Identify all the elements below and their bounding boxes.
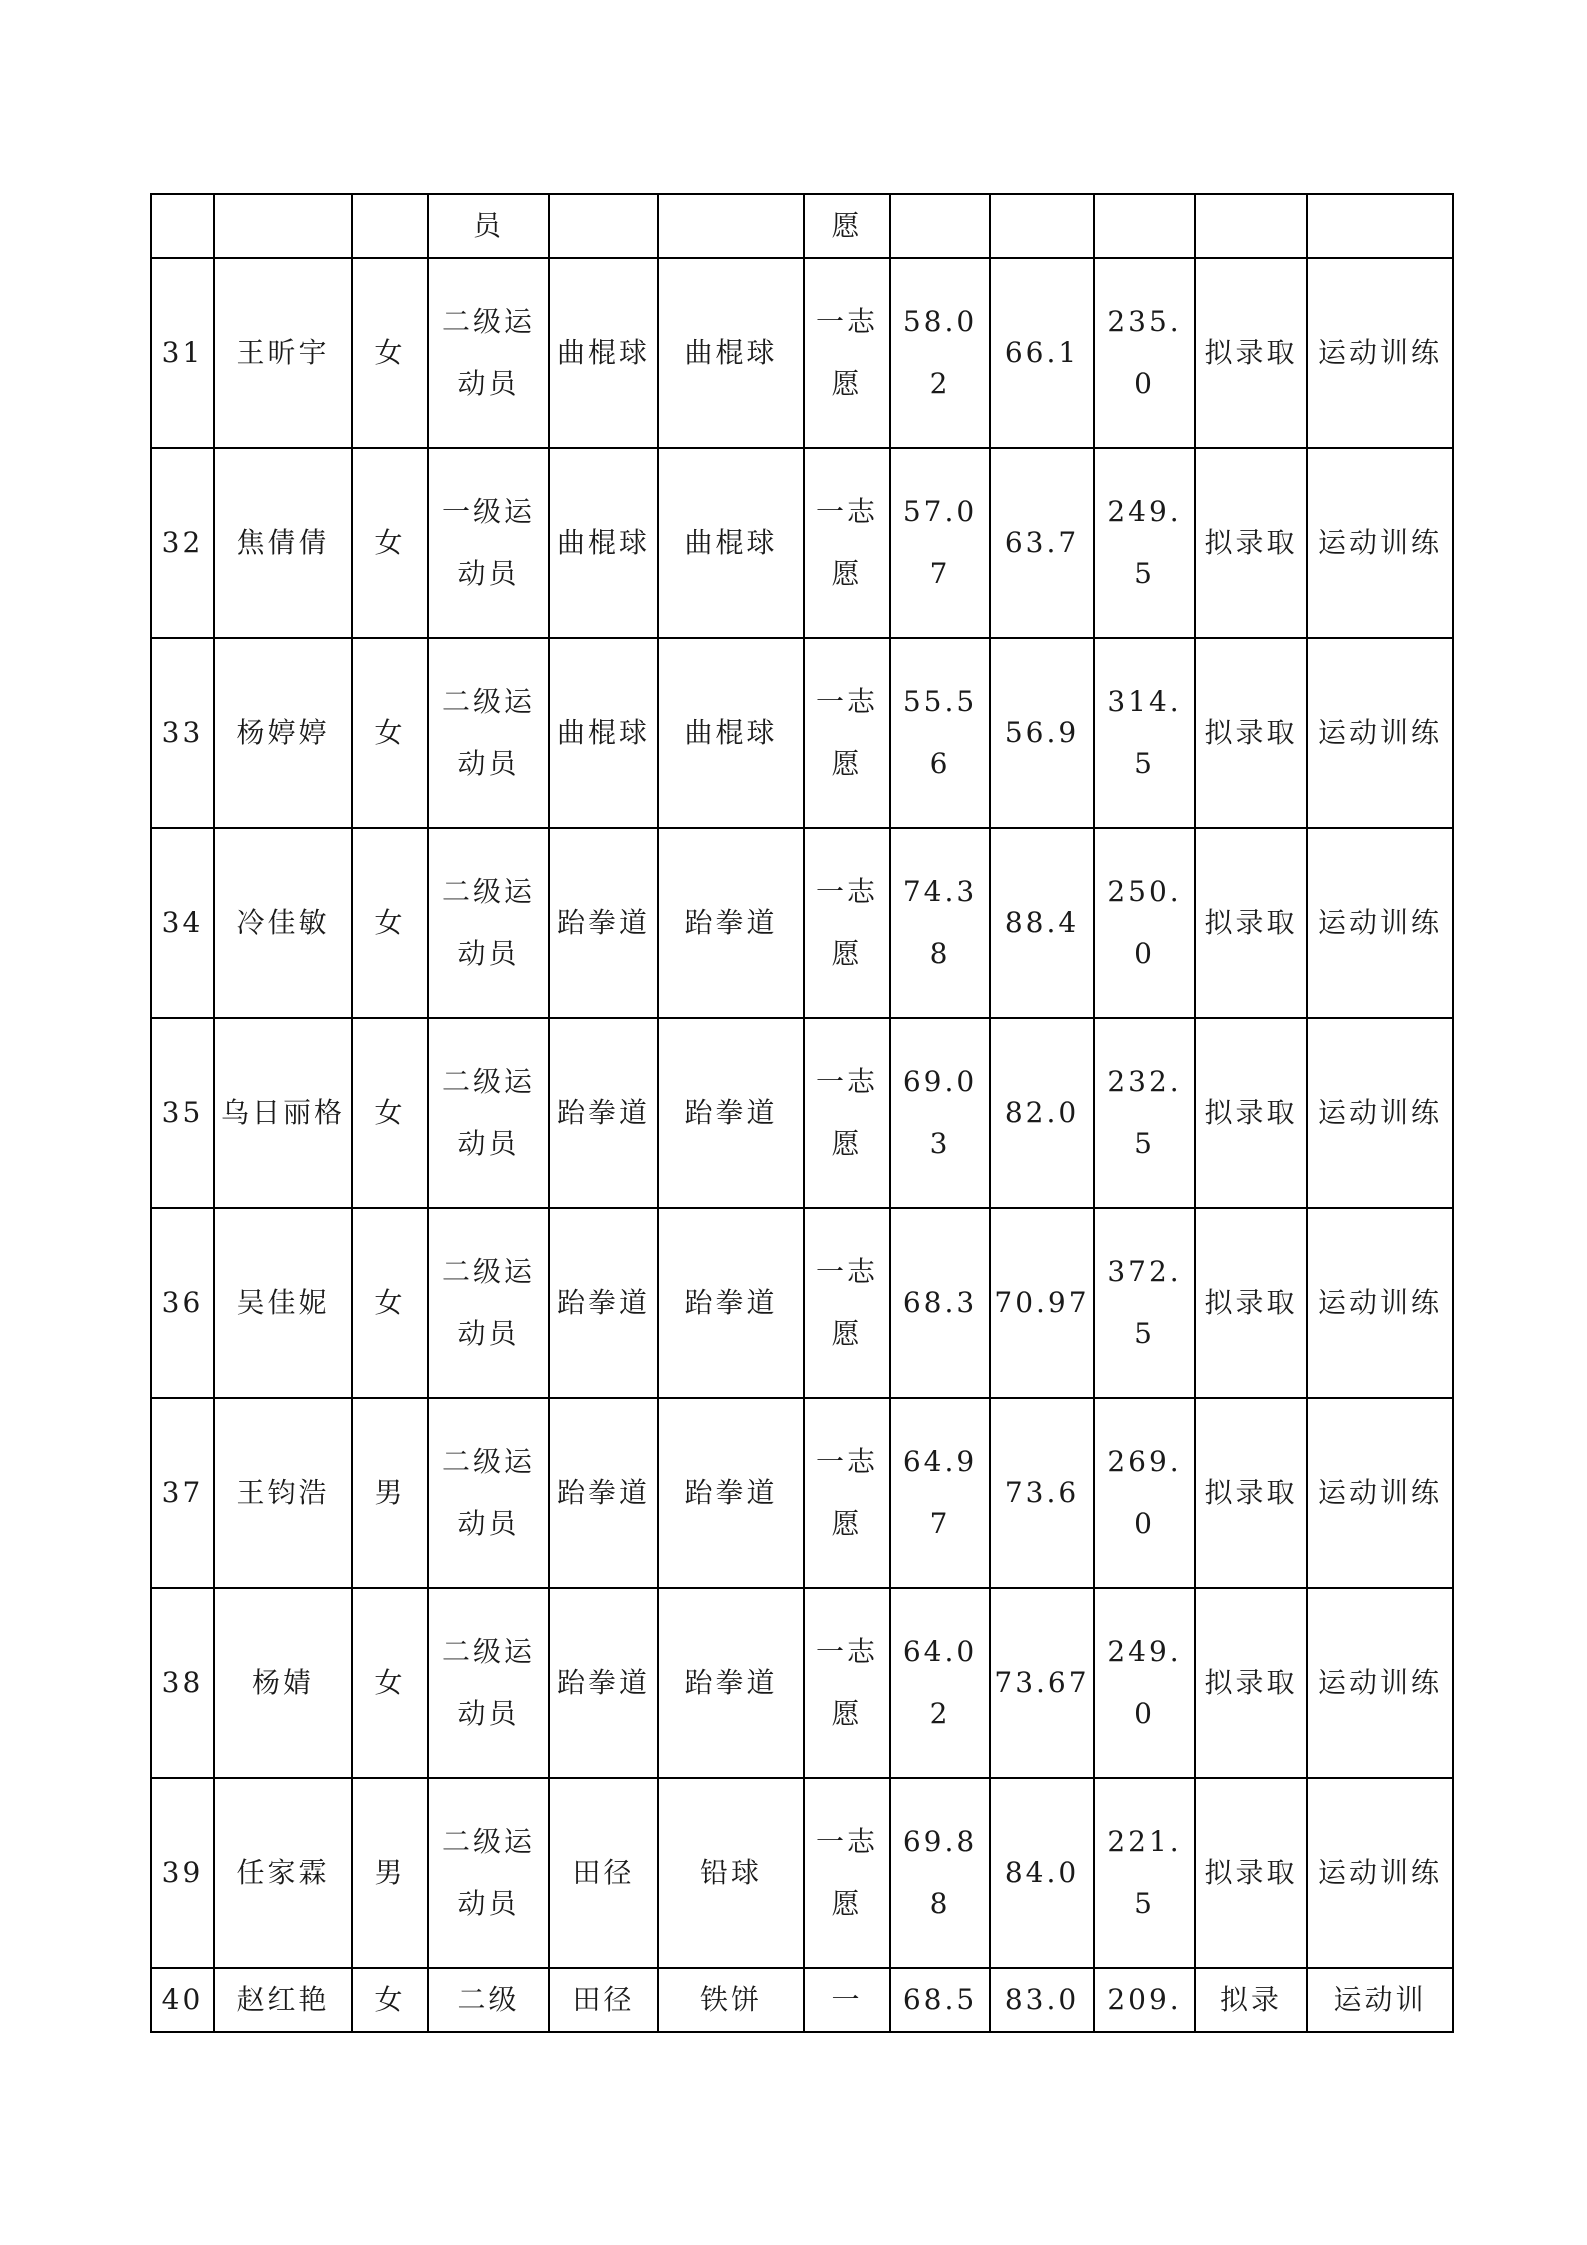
score-cell: 64.97 [890, 1398, 990, 1588]
event-cell: 跆拳道 [658, 1398, 804, 1588]
score-cell: 55.56 [890, 638, 990, 828]
name-cell: 王昕宇 [214, 258, 352, 448]
major-cell: 运动训练 [1307, 1778, 1453, 1968]
table-cell: 员 [428, 194, 549, 258]
status-cell: 拟录取 [1195, 828, 1307, 1018]
total-cell: 232.5 [1094, 1018, 1195, 1208]
score-cell: 66.1 [990, 258, 1094, 448]
preference-cell: 一志愿 [804, 1018, 890, 1208]
preference-cell: 一志愿 [804, 258, 890, 448]
total-cell: 209. [1094, 1968, 1195, 2032]
sport-cell: 曲棍球 [549, 638, 658, 828]
row-number-cell: 31 [151, 258, 214, 448]
event-cell: 铅球 [658, 1778, 804, 1968]
score-cell: 56.9 [990, 638, 1094, 828]
athlete-level-cell: 二级运动员 [428, 1208, 549, 1398]
table-row [151, 1018, 1453, 1208]
total-cell: 221.5 [1094, 1778, 1195, 1968]
event-cell: 跆拳道 [658, 828, 804, 1018]
total-cell: 372.5 [1094, 1208, 1195, 1398]
score-cell: 82.0 [990, 1018, 1094, 1208]
preference-cell: 一志愿 [804, 828, 890, 1018]
name-cell: 王钧浩 [214, 1398, 352, 1588]
preference-cell: 一志愿 [804, 638, 890, 828]
row-number-cell: 38 [151, 1588, 214, 1778]
total-cell: 249.5 [1094, 448, 1195, 638]
total-cell: 249.0 [1094, 1588, 1195, 1778]
row-number-cell: 32 [151, 448, 214, 638]
gender-cell: 男 [352, 1778, 428, 1968]
score-cell: 68.5 [890, 1968, 990, 2032]
score-cell: 83.0 [990, 1968, 1094, 2032]
status-cell: 拟录取 [1195, 1018, 1307, 1208]
score-cell: 64.02 [890, 1588, 990, 1778]
sport-cell: 跆拳道 [549, 828, 658, 1018]
athlete-level-cell: 二级运动员 [428, 1778, 549, 1968]
major-cell: 运动训练 [1307, 1398, 1453, 1588]
table-cell [1195, 194, 1307, 258]
admission-table [150, 193, 1454, 2033]
row-number-cell: 39 [151, 1778, 214, 1968]
status-cell: 拟录取 [1195, 1778, 1307, 1968]
athlete-level-cell: 二级运动员 [428, 258, 549, 448]
table-row [151, 1968, 1453, 2032]
name-cell: 焦倩倩 [214, 448, 352, 638]
table-cell [214, 194, 352, 258]
total-cell: 314.5 [1094, 638, 1195, 828]
score-cell: 84.0 [990, 1778, 1094, 1968]
table-cell: 愿 [804, 194, 890, 258]
sport-cell: 曲棍球 [549, 448, 658, 638]
major-cell: 运动训 [1307, 1968, 1453, 2032]
preference-cell: 一 [804, 1968, 890, 2032]
preference-cell: 一志愿 [804, 1398, 890, 1588]
status-cell: 拟录取 [1195, 258, 1307, 448]
score-cell: 69.03 [890, 1018, 990, 1208]
sport-cell: 曲棍球 [549, 258, 658, 448]
gender-cell: 女 [352, 638, 428, 828]
score-cell: 73.67 [990, 1588, 1094, 1778]
sport-cell: 田径 [549, 1778, 658, 1968]
row-number-cell: 33 [151, 638, 214, 828]
event-cell: 跆拳道 [658, 1018, 804, 1208]
name-cell: 杨婧 [214, 1588, 352, 1778]
athlete-level-cell: 二级运动员 [428, 828, 549, 1018]
score-cell: 57.07 [890, 448, 990, 638]
sport-cell: 跆拳道 [549, 1398, 658, 1588]
gender-cell: 女 [352, 1588, 428, 1778]
gender-cell: 女 [352, 1018, 428, 1208]
major-cell: 运动训练 [1307, 1588, 1453, 1778]
table-row [151, 1398, 1453, 1588]
gender-cell: 女 [352, 1208, 428, 1398]
major-cell: 运动训练 [1307, 448, 1453, 638]
table-cell [151, 194, 214, 258]
event-cell: 跆拳道 [658, 1588, 804, 1778]
table-row [151, 448, 1453, 638]
total-cell: 235.0 [1094, 258, 1195, 448]
major-cell: 运动训练 [1307, 828, 1453, 1018]
sport-cell: 跆拳道 [549, 1018, 658, 1208]
table-cell [1307, 194, 1453, 258]
table-cell [352, 194, 428, 258]
row-number-cell: 40 [151, 1968, 214, 2032]
status-cell: 拟录取 [1195, 1588, 1307, 1778]
event-cell: 曲棍球 [658, 638, 804, 828]
event-cell: 曲棍球 [658, 258, 804, 448]
event-cell: 跆拳道 [658, 1208, 804, 1398]
score-cell: 73.6 [990, 1398, 1094, 1588]
score-cell: 68.3 [890, 1208, 990, 1398]
total-cell: 250.0 [1094, 828, 1195, 1018]
athlete-level-cell: 二级运动员 [428, 1588, 549, 1778]
name-cell: 赵红艳 [214, 1968, 352, 2032]
table-row [151, 1778, 1453, 1968]
table-row [151, 828, 1453, 1018]
table-row [151, 258, 1453, 448]
major-cell: 运动训练 [1307, 638, 1453, 828]
row-number-cell: 37 [151, 1398, 214, 1588]
table-row [151, 638, 1453, 828]
athlete-level-cell: 二级运动员 [428, 1018, 549, 1208]
table-row [151, 1588, 1453, 1778]
table-cell [990, 194, 1094, 258]
athlete-level-cell: 二级 [428, 1968, 549, 2032]
total-cell: 269.0 [1094, 1398, 1195, 1588]
preference-cell: 一志愿 [804, 1588, 890, 1778]
row-number-cell: 36 [151, 1208, 214, 1398]
table-cell [890, 194, 990, 258]
sport-cell: 跆拳道 [549, 1588, 658, 1778]
gender-cell: 女 [352, 448, 428, 638]
status-cell: 拟录取 [1195, 638, 1307, 828]
athlete-level-cell: 二级运动员 [428, 1398, 549, 1588]
row-number-cell: 34 [151, 828, 214, 1018]
score-cell: 69.88 [890, 1778, 990, 1968]
preference-cell: 一志愿 [804, 1778, 890, 1968]
gender-cell: 女 [352, 258, 428, 448]
gender-cell: 女 [352, 1968, 428, 2032]
score-cell: 58.02 [890, 258, 990, 448]
name-cell: 冷佳敏 [214, 828, 352, 1018]
preference-cell: 一志愿 [804, 1208, 890, 1398]
gender-cell: 男 [352, 1398, 428, 1588]
gender-cell: 女 [352, 828, 428, 1018]
preference-cell: 一志愿 [804, 448, 890, 638]
status-cell: 拟录取 [1195, 448, 1307, 638]
major-cell: 运动训练 [1307, 258, 1453, 448]
row-number-cell: 35 [151, 1018, 214, 1208]
name-cell: 乌日丽格 [214, 1018, 352, 1208]
score-cell: 70.97 [990, 1208, 1094, 1398]
table-row [151, 1208, 1453, 1398]
sport-cell: 田径 [549, 1968, 658, 2032]
score-cell: 88.4 [990, 828, 1094, 1018]
table-cell [1094, 194, 1195, 258]
major-cell: 运动训练 [1307, 1208, 1453, 1398]
table-row-continuation [151, 194, 1453, 258]
sport-cell: 跆拳道 [549, 1208, 658, 1398]
name-cell: 任家霖 [214, 1778, 352, 1968]
table-cell [549, 194, 658, 258]
event-cell: 铁饼 [658, 1968, 804, 2032]
status-cell: 拟录取 [1195, 1398, 1307, 1588]
status-cell: 拟录 [1195, 1968, 1307, 2032]
name-cell: 吴佳妮 [214, 1208, 352, 1398]
name-cell: 杨婷婷 [214, 638, 352, 828]
event-cell: 曲棍球 [658, 448, 804, 638]
athlete-level-cell: 一级运动员 [428, 448, 549, 638]
score-cell: 74.38 [890, 828, 990, 1018]
table-cell [658, 194, 804, 258]
score-cell: 63.7 [990, 448, 1094, 638]
status-cell: 拟录取 [1195, 1208, 1307, 1398]
athlete-level-cell: 二级运动员 [428, 638, 549, 828]
major-cell: 运动训练 [1307, 1018, 1453, 1208]
